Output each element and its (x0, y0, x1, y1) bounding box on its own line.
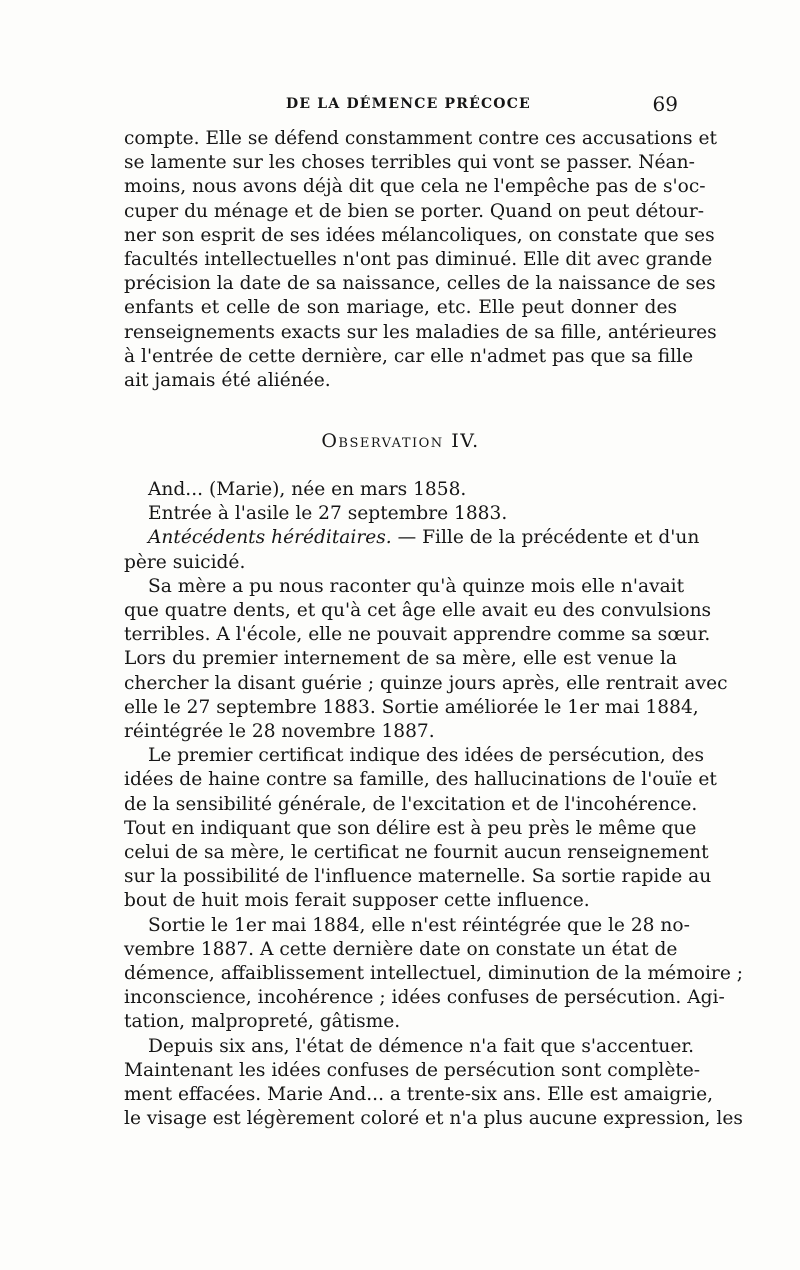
text-line: renseignements exacts sur les maladies de sa fille, antérieures (124, 321, 717, 343)
text-line: Le premier certificat indique des idées de persécution, des (148, 745, 705, 767)
text-line: ait jamais été aliénée. (124, 370, 331, 392)
case-identity-line: And... (Marie), née en mars 1858. (148, 479, 467, 500)
text-line: Depuis six ans, l'état de démence n'a fait que s'accentuer. (148, 1035, 695, 1057)
text-line: compte. Elle se défend constamment contre ces accusations et (124, 128, 717, 149)
text-line: démence, affaiblissement intellectuel, diminution de la mémoire ; (124, 963, 743, 985)
text-line: Tout en indiquant que son délire est à peu près le même que (124, 817, 697, 839)
text-line: le visage est légèrement coloré et n'a plus aucune expression, les (124, 1108, 743, 1130)
text-line: précision la date de sa naissance, celles de la naissance de ses (124, 273, 716, 295)
text-line: cuper du ménage et de bien se porter. Quand on peut détour- (124, 200, 705, 222)
text-line: ner son esprit de ses idées mélancoliques, on constate que ses (124, 224, 715, 246)
text-line: ment effacées. Marie And... a trente-six ans. Elle est amaigrie, (124, 1084, 714, 1106)
text-line: inconscience, incohérence ; idées confuses de persécution. Agi- (124, 987, 725, 1009)
text-line: Lors du premier internement de sa mère, elle est venue la (124, 648, 677, 670)
text-line: bout de huit mois ferait supposer cette influence. (124, 890, 590, 912)
running-head (124, 92, 684, 122)
text-line: facultés intellectuelles n'ont pas diminué. Elle dit avec grande (124, 249, 713, 271)
text-line: terribles. A l'école, elle ne pouvait apprendre comme sa sœur. (124, 624, 711, 646)
running-title: DE LA DÉMENCE PRÉCOCE (286, 96, 531, 112)
text-line: tation, malpropreté, gâtisme. (124, 1011, 401, 1033)
text-line: réintégrée le 28 novembre 1887. (124, 721, 435, 743)
text-line: sur la possibilité de l'influence maternelle. Sa sortie rapide au (124, 866, 712, 888)
text-line: à l'entrée de cette dernière, car elle n'admet pas que sa fille (124, 345, 694, 367)
text-line: Sa mère a pu nous raconter qu'à quinze mois elle n'avait (148, 575, 685, 597)
antecedents-line (124, 526, 700, 550)
case-admission-line: Entrée à l'asile le 27 septembre 1883. (148, 503, 508, 525)
section-heading: Observation IV. (321, 430, 480, 452)
text-line: moins, nous avons déjà dit que cela ne l'empêche pas de s'oc- (124, 176, 706, 198)
text-line: de la sensibilité générale, de l'excitation et de l'incohérence. (124, 793, 698, 815)
text-line: Sortie le 1er mai 1884, elle n'est réintégrée que le 28 no- (148, 914, 690, 936)
text-line: enfants et celle de son mariage, etc. Elle peut donner des (124, 297, 677, 319)
antecedents-label: Antécédents héréditaires. (148, 527, 392, 549)
text-line: père suicidé. (124, 551, 246, 573)
paragraph-mother-case-continued (124, 127, 717, 393)
text-line: idées de haine contre sa famille, des hallucinations de l'ouïe et (124, 769, 717, 791)
text-line: Maintenant les idées confuses de persécution sont complète- (124, 1059, 701, 1081)
text-line: elle le 27 septembre 1883. Sortie améliorée le 1er mai 1884, (124, 696, 699, 718)
antecedents-text: — Fille de la précédente et d'un (397, 527, 700, 549)
text-line: que quatre dents, et qu'à cet âge elle avait eu des convulsions (124, 600, 712, 622)
text-line: se lamente sur les choses terribles qui vont se passer. Néan- (124, 152, 695, 174)
observation-body (124, 478, 743, 1131)
page-number: 69 (652, 92, 678, 116)
text-line: chercher la disant guérie ; quinze jours après, elle rentrait avec (124, 672, 728, 694)
text-line: vembre 1887. A cette dernière date on constate un état de (124, 938, 678, 960)
text-line: celui de sa mère, le certificat ne fournit aucun renseignement (124, 842, 709, 864)
